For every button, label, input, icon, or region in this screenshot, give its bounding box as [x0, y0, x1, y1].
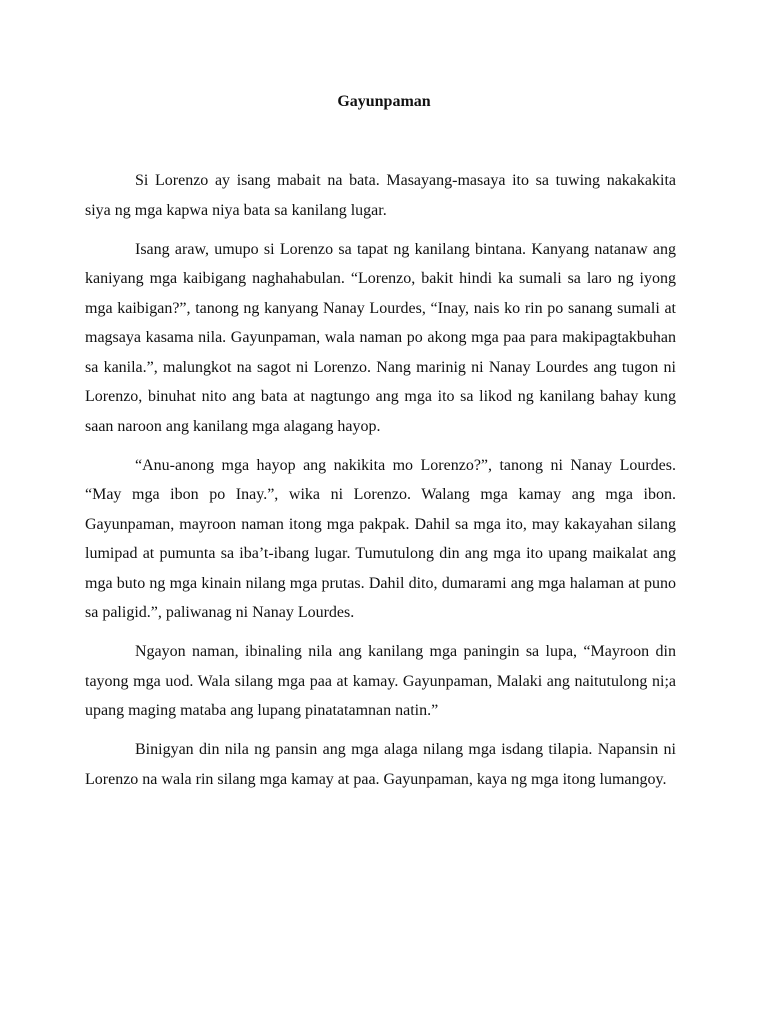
paragraph-4: Ngayon naman, ibinaling nila ang kanilang mga paningin sa lupa, “Mayroon din tayong mga uod. Wala silang mga paa at kamay. Gayunpaman, Malaki ang naitutulong ni;a upang maging mataba ang lupang pinatatamnan natin.” [85, 643, 676, 719]
paragraph-2: Isang araw, umupo si Lorenzo sa tapat ng kanilang bintana. Kanyang natanaw ang kaniyang mga kaibigang naghahabulan. “Lorenzo, bakit hindi ka sumali sa laro ng iyong mga kaibigan?”, tanong ng kanyang Nanay Lourdes, “Inay, nais ko rin po sanang sumali at magsaya kasama nila. Gayunpaman, wala naman po akong mga paa para makipagtakbuhan sa kanila.”, malungkot na sagot ni Lorenzo. Nang marinig ni Nanay Lourdes ang tugon ni Lorenzo, binuhat nito ang bata at nagtungo ang mga ito sa likod ng kanilang bahay kung saan naroon ang kanilang mga alagang hayop. [85, 240, 676, 435]
paragraph-5: Binigyan din nila ng pansin ang mga alaga nilang mga isdang tilapia. Napansin ni Lorenzo na wala rin silang mga kamay at paa. Gayunpaman, kaya ng mga itong lumangoy. [85, 741, 676, 788]
paragraph-1: Si Lorenzo ay isang mabait na bata. Masayang-masaya ito sa tuwing nakakakita siya ng mga kapwa niya bata sa kanilang lugar. [85, 172, 676, 219]
paragraph-3: “Anu-anong mga hayop ang nakikita mo Lorenzo?”, tanong ni Nanay Lourdes. “May mga ibon po Inay.”, wika ni Lorenzo. Walang mga kamay ang mga ibon. Gayunpaman, mayroon naman itong mga pakpak. Dahil sa mga ito, may kakayahan silang lumipad at pumunta sa iba’t-ibang lugar. Tumutulong din ang mga ito upang maikalat ang mga buto ng mga kinain nilang mga prutas. Dahil dito, dumarami ang mga halaman at puno sa paligid.”, paliwanag ni Nanay Lourdes. [85, 456, 676, 621]
document-body [85, 166, 676, 804]
document-title: Gayunpaman [337, 93, 431, 110]
